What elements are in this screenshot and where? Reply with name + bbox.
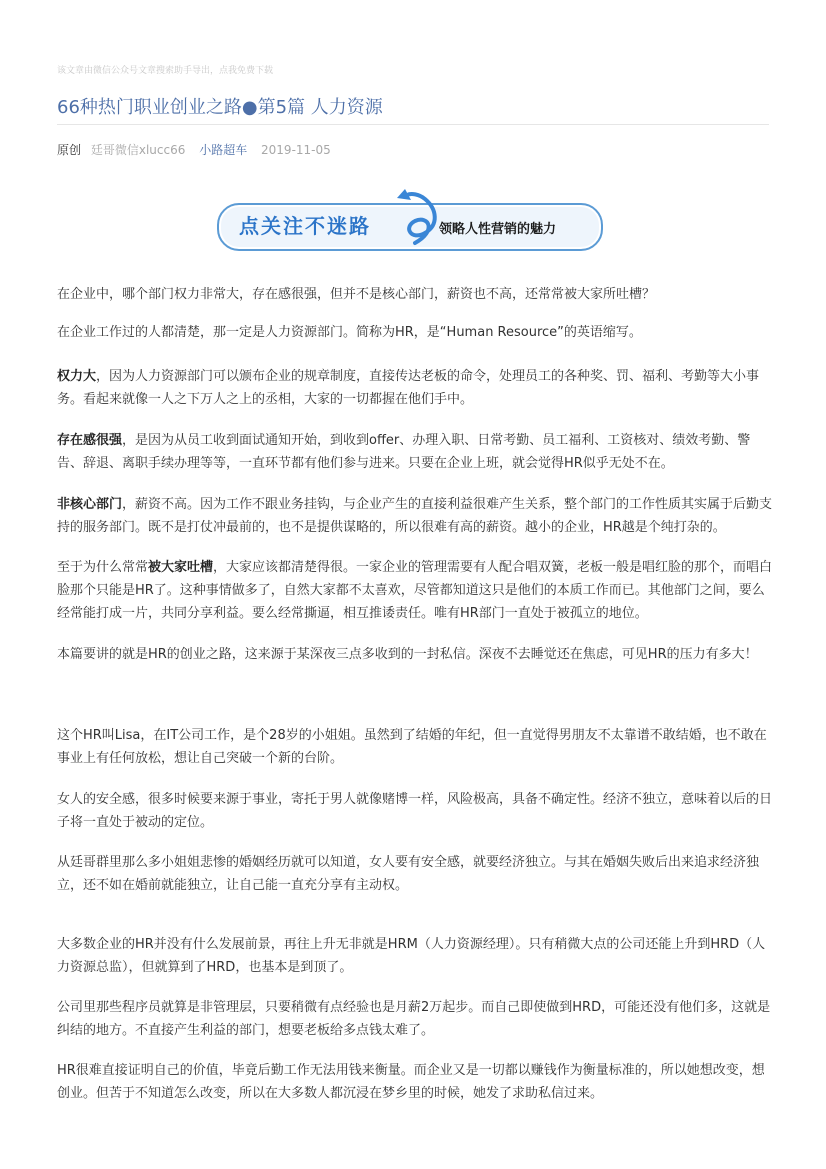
paragraph-text: ，大家应该都清楚得很。一家企业的管理需要有人配合唱双簧，老板一般是唱红脸的那个，而唱白脸那个只能是HR了。这种事情做多了，自然大家都不太喜欢，尽管都知道这只是他们的本质工作而已。其他部门之间，要么经常能打成一片，共同分享利益。要么经常撕逼，相互推诿责任。唯有HR部门一直处于被孤立的地位。	[57, 560, 773, 621]
article-title: 66种热门职业创业之路●第5篇 人力资源	[57, 97, 383, 118]
paragraph-text: ，是因为从员工收到面试通知开始，到收到offer、办理入职、日常考勤、员工福利、工资核对、绩效考勤、警告、辞退、离职手续办理等等，一直环节都有他们参与进来。只要在企业上班，就会觉得HR似乎无处不在。	[57, 433, 751, 471]
bold-keyword: 被大家吐槽	[148, 560, 214, 575]
title-divider	[57, 124, 769, 125]
paragraph	[57, 429, 773, 475]
bold-keyword: 权力大	[57, 369, 97, 384]
paragraph: 在企业工作过的人都清楚，那一定是人力资源部门。简称为HR，是“Human Resource”的英语缩写。	[57, 325, 642, 340]
banner-slogan-text: 领略人性营销的魅力	[439, 222, 557, 237]
paragraph: HR很难直接证明自己的价值，毕竟后勤工作无法用钱来衡量。而企业又是一切都以赚钱作为衡量标准的，所以她想改变，想创业。但苦于不知道怎么改变，所以在大多数人都沉浸在梦乡里的时候，她发了求助私信过来。	[57, 1063, 765, 1101]
paragraph-text: ，因为人力资源部门可以颁布企业的规章制度，直接传达老板的命令，处理员工的各种奖、罚、福利、考勤等大小事务。看起来就像一人之下万人之上的丞相，大家的一切都握在他们手中。	[57, 369, 760, 407]
paragraph	[57, 556, 773, 625]
paragraph: 女人的安全感，很多时候要来源于事业，寄托于男人就像赌博一样，风险极高，具备不确定性。经济不独立，意味着以后的日子将一直处于被动的定位。	[57, 792, 773, 830]
bold-keyword: 存在感很强	[57, 433, 123, 448]
paragraph-text: 至于为什么常常	[57, 560, 149, 575]
paragraph: 这个HR叫Lisa，在IT公司工作，是个28岁的小姐姐。虽然到了结婚的年纪，但一直觉得男朋友不太靠谱不敢结婚，也不敢在事业上有任何放松，想让自己突破一个新的台阶。	[57, 728, 767, 766]
bold-keyword: 非核心部门	[57, 497, 123, 512]
paragraph: 大多数企业的HR并没有什么发展前景，再往上升无非就是HRM（人力资源经理）。只有稍微大点的公司还能上升到HRD（人力资源总监），但就算到了HRD，也基本是到顶了。	[57, 937, 766, 975]
swirl-arrow-icon	[385, 185, 445, 247]
original-badge: 原创	[57, 143, 82, 157]
paragraph-text: ，薪资不高。因为工作不跟业务挂钩，与企业产生的直接利益很难产生关系，整个部门的工作性质其实属于后勤支持的服务部门。既不是打仗冲最前的，也不是提供谋略的，所以很难有高的薪资。越小的企业，HR越是个纯打杂的。	[57, 497, 773, 535]
account-link[interactable]: 小路超车	[199, 143, 248, 157]
article-meta	[57, 141, 331, 158]
export-notice-link[interactable]: 该文章由微信公众号文章搜索助手导出，点我免费下载	[57, 66, 274, 76]
paragraph: 公司里那些程序员就算是非管理层，只要稍微有点经验也是月薪2万起步。而自己即使做到HRD，可能还没有他们多，这就是纠结的地方。不直接产生利益的部门，想要老板给多点钱太难了。	[57, 1000, 771, 1038]
paragraph	[57, 365, 773, 411]
paragraph: 本篇要讲的就是HR的创业之路，这来源于某深夜三点多收到的一封私信。深夜不去睡觉还在焦虑，可见HR的压力有多大！	[57, 647, 758, 662]
follow-banner	[217, 185, 607, 255]
publish-date: 2019-11-05	[261, 143, 331, 157]
banner-follow-text: 点关注不迷路	[239, 214, 371, 238]
paragraph	[57, 493, 773, 539]
author-name: 廷哥微信xlucc66	[90, 143, 186, 157]
paragraph: 从廷哥群里那么多小姐姐悲惨的婚姻经历就可以知道，女人要有安全感，就要经济独立。与其在婚姻失败后出来追求经济独立，还不如在婚前就能独立，让自己能一直充分享有主动权。	[57, 855, 760, 893]
paragraph: 在企业中，哪个部门权力非常大，存在感很强，但并不是核心部门，薪资也不高，还常常被大家所吐槽？	[57, 287, 656, 302]
